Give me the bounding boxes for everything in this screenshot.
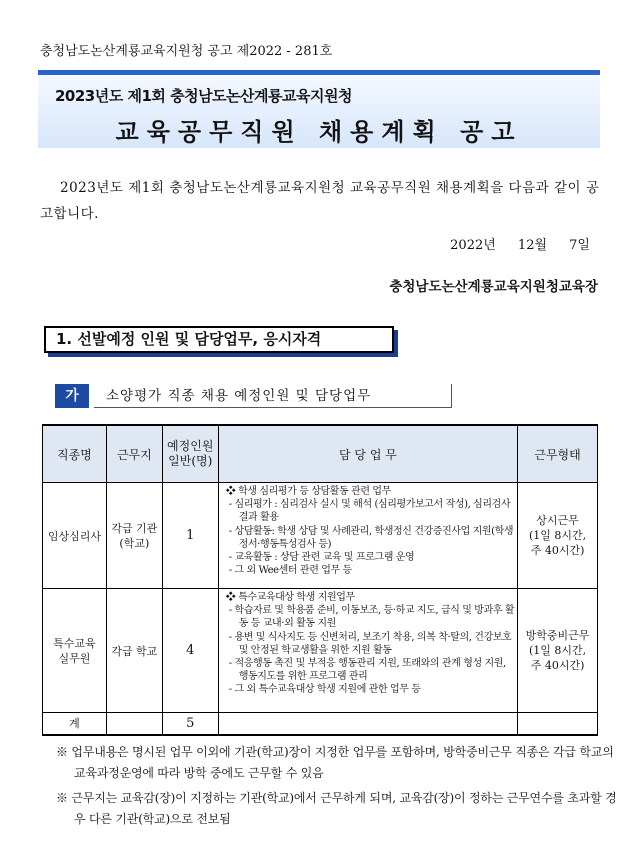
duty-item: - 교육활동 : 상담 관련 교육 및 프로그램 운영 bbox=[228, 552, 415, 564]
job-cell: 특수교육 실무원 bbox=[43, 589, 107, 713]
subsection-title: 소양평가 직종 채용 예정인원 및 담당업무 bbox=[94, 384, 452, 408]
total-label: 계 bbox=[43, 713, 107, 735]
count-cell: 4 bbox=[162, 589, 218, 713]
section-heading: 1. 선발예정 인원 및 담당업무, 응시자격 bbox=[44, 326, 394, 353]
duty-heading: ❖ 특수교육대상 학생 지원업무 bbox=[225, 592, 355, 603]
header-count: 예정인원 일반(명) bbox=[162, 425, 218, 483]
duties-cell bbox=[218, 589, 517, 713]
subsection-badge: 가 bbox=[55, 384, 89, 408]
intro-paragraph: 2023년도 제1회 충청남도논산계룡교육지원청 교육공무직원 채용계획을 다음과 같이 공고합니다. bbox=[40, 180, 600, 222]
work-type-cell: 상시근무 (1일 8시간, 주 40시간) bbox=[518, 483, 598, 589]
duties-cell bbox=[218, 483, 517, 589]
note-duties: ※ 업무내용은 명시된 업무 이외에 기관(학교)장이 지정한 업무를 포함하며, 방학중비근무 직종은 각급 학교의 교육과정운영에 따라 방학 중에도 근무할 수 있음 bbox=[56, 745, 614, 780]
recruitment-table bbox=[42, 424, 598, 736]
table-row bbox=[43, 589, 598, 713]
duty-heading: ❖ 학생 심리평가 등 상담활동 관련 업무 bbox=[225, 486, 391, 497]
issuer-name: 충청남도논산계룡교육지원청교육장 bbox=[389, 279, 598, 295]
duty-item: - 용변 및 식사지도 등 신변처리, 보조기 착용, 의복 착·탈의, 건강보호 및 안정된 학교생활을 위한 지원 활동 bbox=[228, 631, 512, 656]
table-header-row bbox=[43, 425, 598, 483]
duty-item: - 상담활동: 학생 상담 및 사례관리, 학생정신 건강증진사업 지원(학생정서·행동특성검사 등) bbox=[228, 525, 514, 550]
duty-item: - 심리평가 : 심리검사 실시 및 해석 (심리평가보고서 작성), 심리검사 결과 활용 bbox=[228, 499, 511, 524]
duty-item: - 적응행동 촉진 및 부적응 행동관리 지원, 또래와의 관계 형성 지원, 행동지도를 위한 프로그램 관리 bbox=[228, 658, 506, 683]
duty-item: - 그 외 Wee센터 관련 업무 등 bbox=[228, 565, 352, 577]
title-subtitle: 2023년도 제1회 충청남도논산계룡교육지원청 bbox=[55, 87, 352, 105]
job-cell: 임상심리사 bbox=[43, 483, 107, 589]
total-count: 5 bbox=[162, 713, 218, 735]
header-place: 근무지 bbox=[106, 425, 162, 483]
header-duties: 담 당 업 무 bbox=[218, 425, 517, 483]
place-cell: 각급 기관 (학교) bbox=[106, 483, 162, 589]
notice-number: 충청남도논산계룡교육지원청 공고 제2022 - 281호 bbox=[40, 44, 333, 59]
page-title: 교육공무직원 채용계획 공고 bbox=[115, 118, 523, 146]
header-job: 직종명 bbox=[43, 425, 107, 483]
header-type: 근무형태 bbox=[518, 425, 598, 483]
duty-item: - 학습자료 및 학용품 준비, 이동보조, 등·하교 지도, 급식 및 방과후 활동 등 교내·외 활동 지원 bbox=[228, 605, 515, 630]
table-total-row bbox=[43, 713, 598, 735]
duty-item: - 그 외 특수교육대상 학생 지원에 관한 업무 등 bbox=[228, 684, 421, 696]
table-row bbox=[43, 483, 598, 589]
count-cell: 1 bbox=[162, 483, 218, 589]
note-workplace: ※ 근무지는 교육감(장)이 지정하는 기관(학교)에서 근무하게 되며, 교육감(장)이 정하는 근무연수를 초과할 경우 다른 기관(학교)으로 전보됨 bbox=[56, 791, 617, 826]
work-type-cell: 방학중비근무 (1일 8시간, 주 40시간) bbox=[518, 589, 598, 713]
announcement-date: 2022년 12월 7일 bbox=[450, 238, 590, 253]
place-cell: 각급 학교 bbox=[106, 589, 162, 713]
